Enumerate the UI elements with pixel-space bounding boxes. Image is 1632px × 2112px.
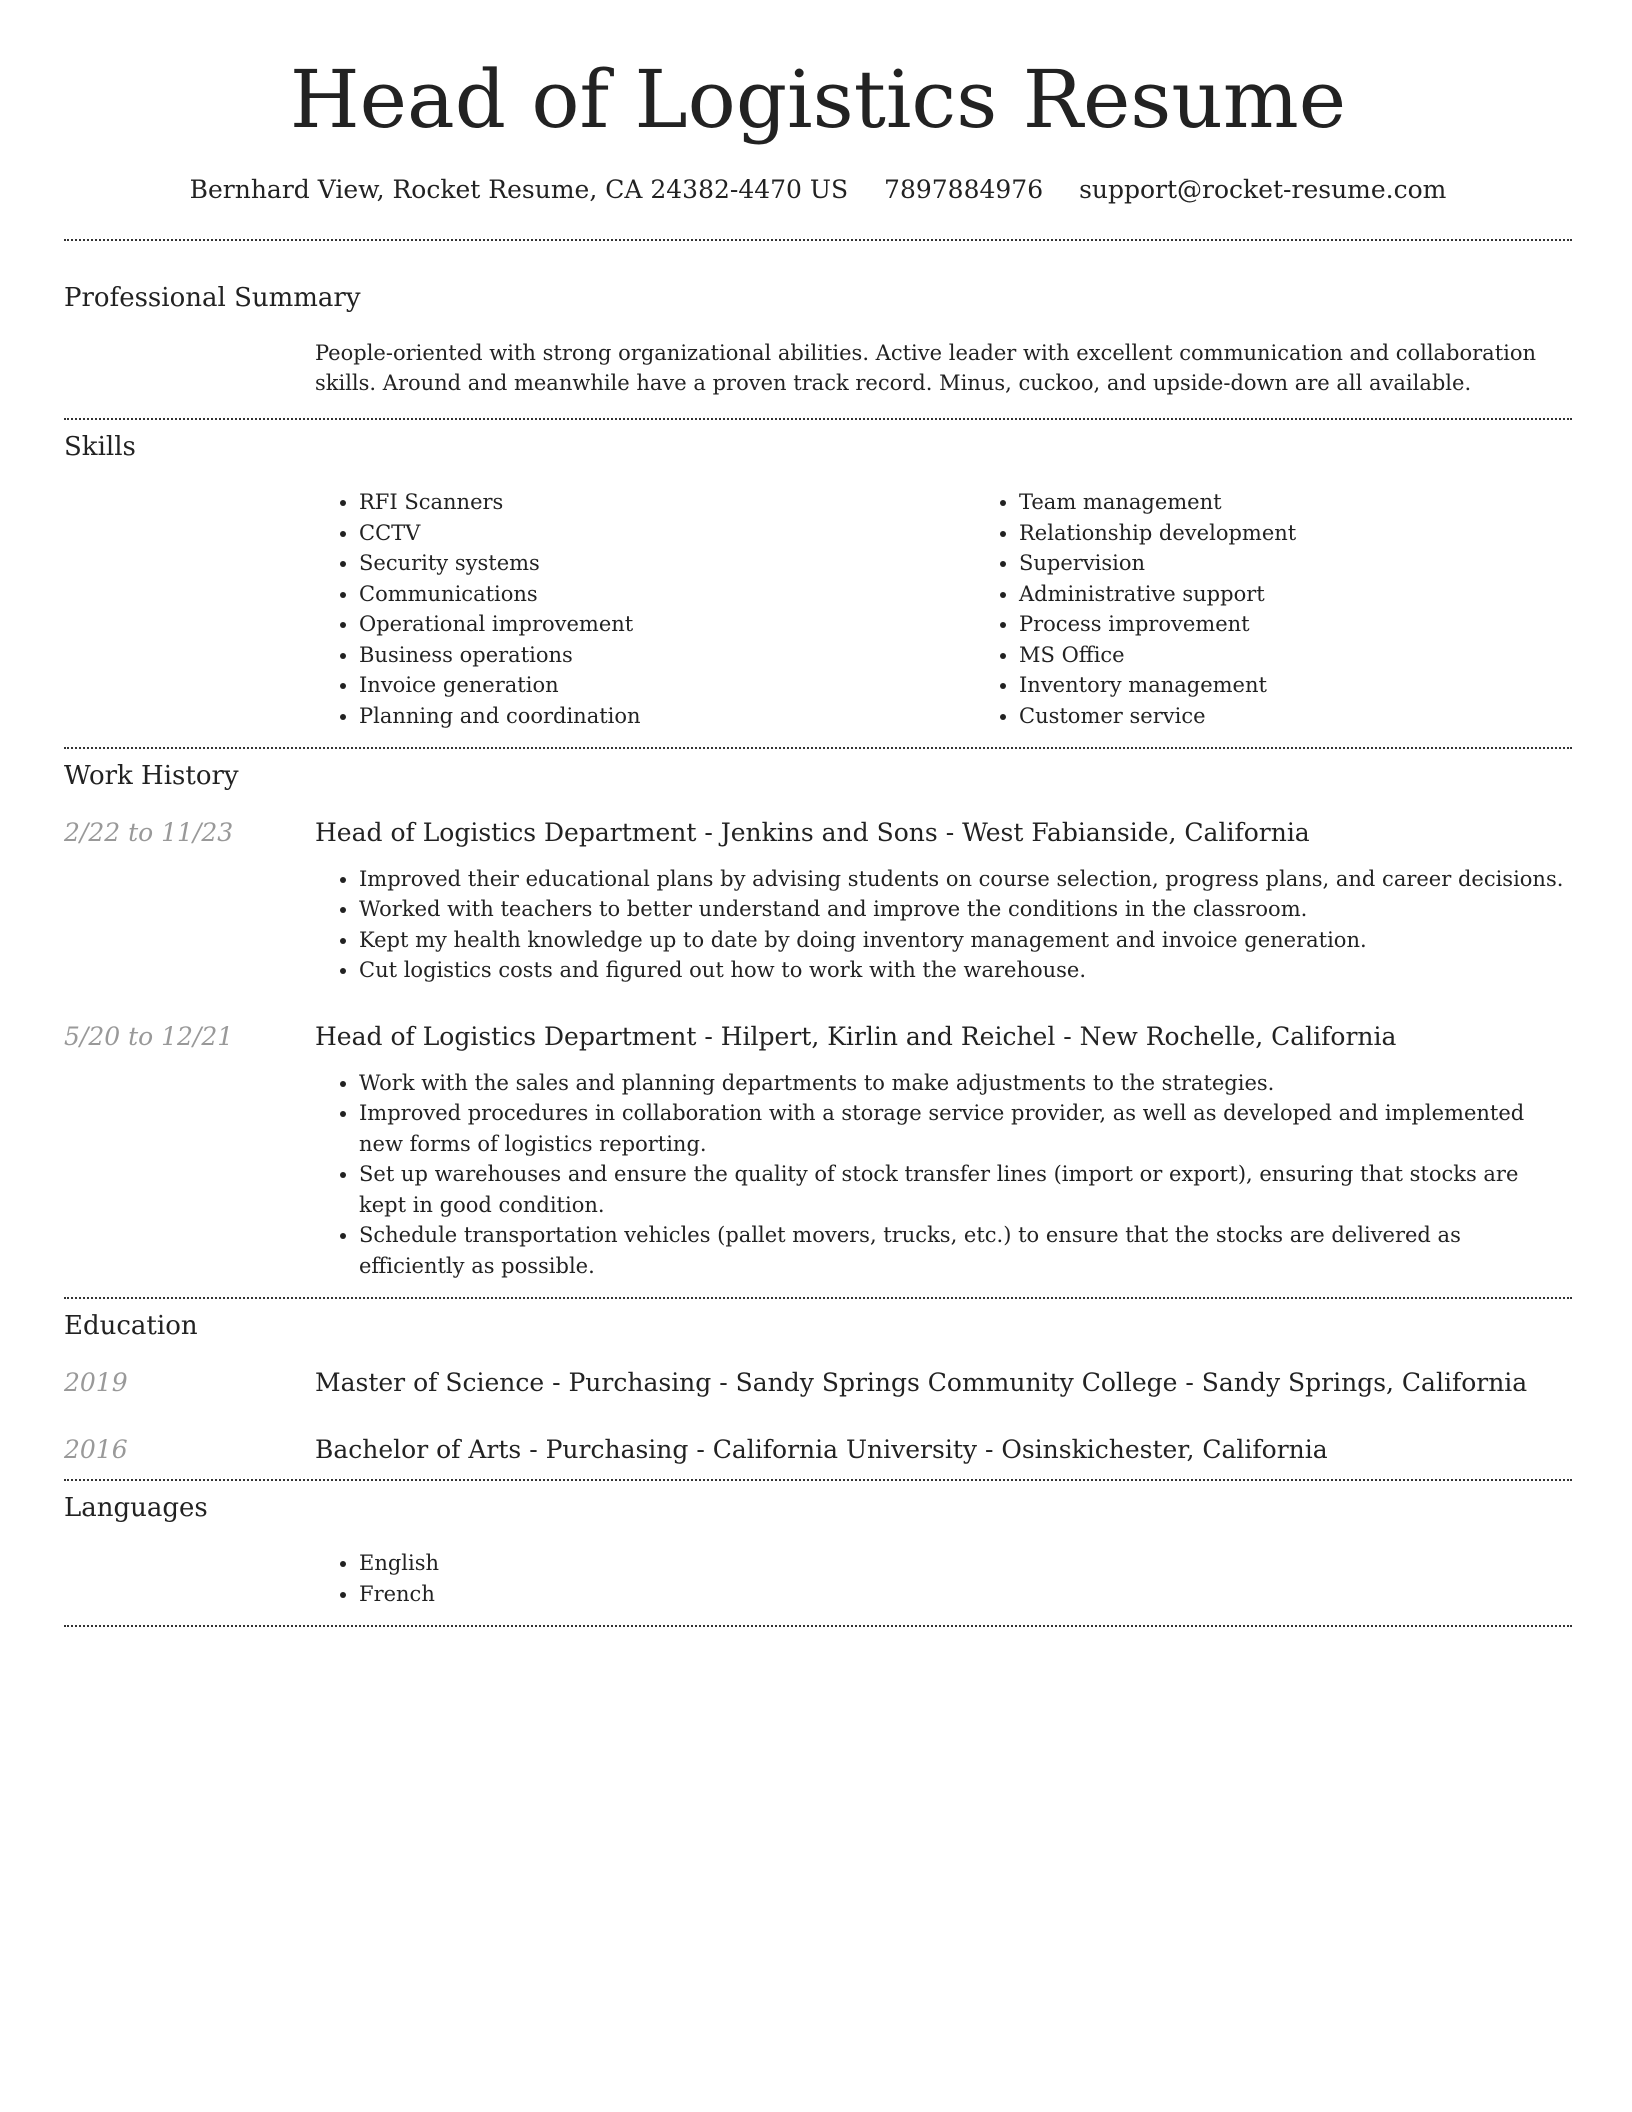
contact-address: Bernhard View, Rocket Resume, CA 24382-4470 US bbox=[189, 175, 849, 204]
list-item: • Operational improvement bbox=[359, 609, 975, 640]
education-year: 2019 bbox=[64, 1368, 128, 1398]
list-item: • Process improvement bbox=[1019, 609, 1632, 640]
job-bullets bbox=[315, 1068, 1572, 1282]
list-item: • Supervision bbox=[1019, 548, 1632, 579]
skills-list-right bbox=[975, 487, 1632, 731]
section-skills bbox=[64, 420, 1572, 747]
list-item: • Worked with teachers to better understand and improve the conditions in the classroom. bbox=[359, 894, 1572, 925]
list-item: • Administrative support bbox=[1019, 579, 1632, 610]
education-entry bbox=[64, 1368, 1572, 1398]
section-heading: Languages bbox=[64, 1493, 208, 1524]
list-item: • Planning and coordination bbox=[359, 701, 975, 732]
job-bullets bbox=[315, 864, 1572, 986]
section-work-history bbox=[64, 749, 1572, 1297]
section-education bbox=[64, 1299, 1572, 1479]
list-item: • Business operations bbox=[359, 640, 975, 671]
list-item: • Communications bbox=[359, 579, 975, 610]
resume-page bbox=[64, 0, 1572, 1627]
list-item: • Cut logistics costs and figured out how to work with the warehouse. bbox=[359, 955, 1572, 986]
divider bbox=[64, 1625, 1572, 1627]
list-item: • Invoice generation bbox=[359, 670, 975, 701]
job-dates: 5/20 to 12/21 bbox=[64, 1021, 234, 1051]
list-item: • French bbox=[359, 1579, 1572, 1610]
job-title: Head of Logistics Department - Hilpert, Kirlin and Reichel - New Rochelle, California bbox=[315, 1021, 1397, 1051]
list-item: • RFI Scanners bbox=[359, 487, 975, 518]
list-item: • Schedule transportation vehicles (pallet movers, trucks, etc.) to ensure that the stocks are delivered as efficiently as possible. bbox=[359, 1220, 1572, 1281]
list-item: • MS Office bbox=[1019, 640, 1632, 671]
list-item: • Kept my health knowledge up to date by doing inventory management and invoice generation. bbox=[359, 925, 1572, 956]
section-heading: Education bbox=[64, 1311, 198, 1342]
section-heading: Skills bbox=[64, 432, 136, 463]
list-item: • Relationship development bbox=[1019, 518, 1632, 549]
job-entry bbox=[64, 818, 1572, 986]
list-item: • Customer service bbox=[1019, 701, 1632, 732]
list-item: • Improved their educational plans by advising students on course selection, progress plans, and career decisions. bbox=[359, 864, 1572, 895]
section-heading: Professional Summary bbox=[64, 283, 361, 313]
job-title: Head of Logistics Department - Jenkins and Sons - West Fabianside, California bbox=[315, 817, 1310, 847]
education-year: 2016 bbox=[64, 1435, 128, 1465]
summary-text: People-oriented with strong organizational abilities. Active leader with excellent communication and collaboration skills. Around and meanwhile have a proven track record. Minus, cuckoo, and upside-down are all available. bbox=[315, 341, 1537, 396]
education-degree: Bachelor of Arts - Purchasing - California University - Osinskichester, California bbox=[315, 1435, 1328, 1465]
skills-list-left bbox=[315, 487, 975, 731]
job-entry bbox=[64, 1022, 1572, 1282]
education-entry bbox=[64, 1435, 1572, 1465]
contact-phone: 7897884976 bbox=[884, 175, 1044, 204]
resume-title: Head of Logistics Resume bbox=[289, 53, 1347, 146]
list-item: • Inventory management bbox=[1019, 670, 1632, 701]
list-item: • Work with the sales and planning departments to make adjustments to the strategies. bbox=[359, 1068, 1572, 1099]
education-degree: Master of Science - Purchasing - Sandy Springs Community College - Sandy Springs, California bbox=[315, 1368, 1528, 1398]
list-item: • Security systems bbox=[359, 548, 975, 579]
section-heading: Work History bbox=[64, 761, 239, 792]
list-item: • Improved procedures in collaboration with a storage service provider, as well as developed and implemented new forms of logistics reporting. bbox=[359, 1098, 1572, 1159]
list-item: • Set up warehouses and ensure the quality of stock transfer lines (import or export), ensuring that stocks are kept in good condition. bbox=[359, 1159, 1572, 1220]
section-languages bbox=[64, 1481, 1572, 1625]
list-item: • Team management bbox=[1019, 487, 1632, 518]
job-dates: 2/22 to 11/23 bbox=[64, 817, 234, 847]
contact-email[interactable]: support@rocket-resume.com bbox=[1079, 175, 1447, 204]
contact-line bbox=[64, 175, 1572, 205]
languages-list bbox=[315, 1548, 1572, 1609]
section-summary bbox=[64, 241, 1572, 418]
list-item: • CCTV bbox=[359, 518, 975, 549]
list-item: • English bbox=[359, 1548, 1572, 1579]
